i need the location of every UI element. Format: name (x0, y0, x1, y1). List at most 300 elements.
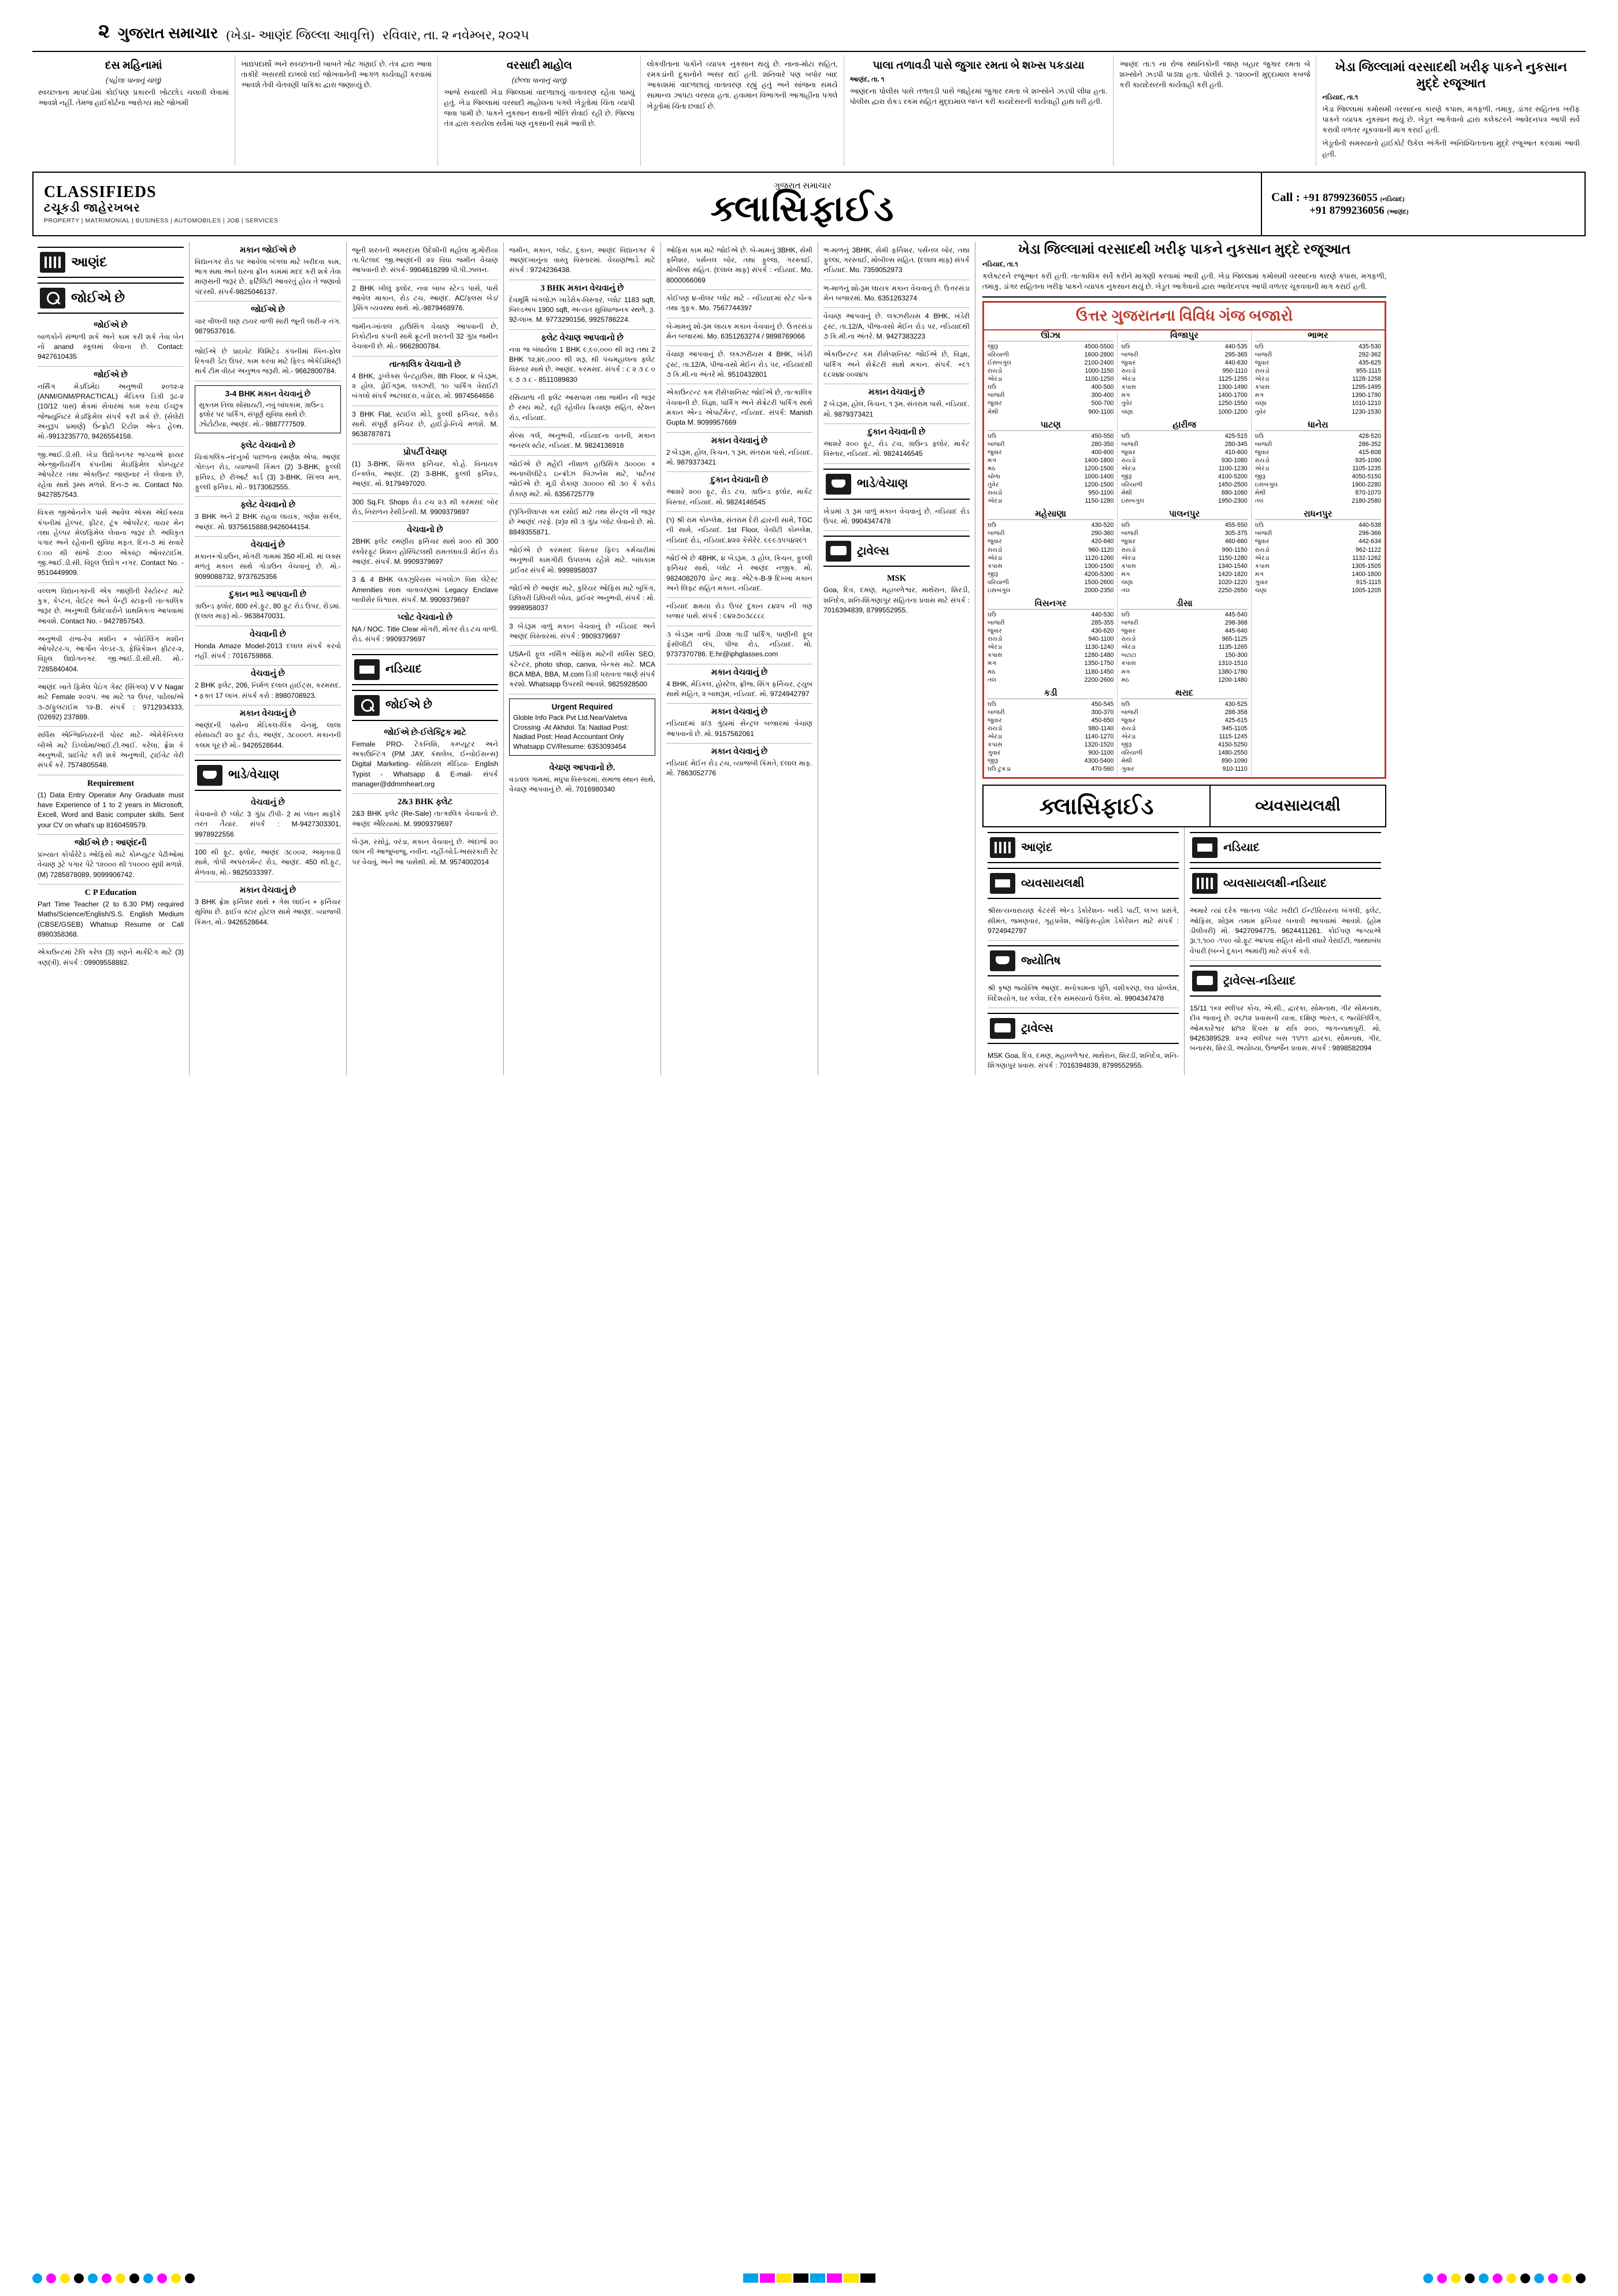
commodity-rate: 1390-1790 (1352, 392, 1381, 399)
commodity-rate: 300-370 (1091, 708, 1114, 716)
commodity-rate: 962-1122 (1356, 546, 1381, 553)
classified-ad[interactable] (38, 317, 184, 367)
registration-dot (60, 2273, 70, 2283)
news-headline: પાલા તળાવડી પાસે જુગાર રમતા બે શખ્સ પકડાયા (873, 60, 1085, 72)
registration-block (793, 2273, 808, 2283)
classified-column-3 (347, 242, 504, 1075)
ad-body: આણંદની પાસેના મેડિકલ-લિંક ચેનમું, લાલા સોસાયટી ૨૦ ફુટ રોડ, આણંદ, ૩૮૦૦૦૧. મકાનની કલમ પૂર છે મો.- 9426528644. (195, 720, 341, 749)
commodity-name: બટાટા (1121, 652, 1137, 659)
classified-ad[interactable] (666, 384, 812, 432)
registration-dot (116, 2273, 125, 2283)
market-name: ભાભર (1255, 330, 1381, 341)
commodity-rate: 435-625 (1359, 359, 1381, 367)
classified-ad[interactable] (38, 775, 184, 835)
ad-body: 2 બેડરૂમ, હોલ, કિચન, ૧ રૂમ, સંતરામ પાસે, નડિયાદ. મો. 9879373421 (666, 448, 812, 466)
ad-heading: દુકાન વેચવાની છે (867, 427, 926, 437)
registration-dot (1479, 2273, 1489, 2283)
ad-heading: મકાન વેચવાનું છે (239, 885, 296, 895)
classified-ad[interactable] (823, 346, 970, 384)
commodity-name: ગુવાર (1121, 766, 1134, 773)
classified-ad[interactable] (823, 503, 970, 532)
ad-body: વલ્લભ વિદ્યાનગરની એક જાણીતી રેસ્ટોરન્ટ માટે કુક, કેપ્ટન, વેઈટર અને પેન્ટ્રી સ્ટાફની તાત્કાલિક જરૂર છે. અનુભવી ઉમેદવારોને પ્રાથમિકતા આપવામાં આવશે. Contact No. - 9427857543. (38, 586, 184, 625)
classified-ad[interactable] (509, 242, 655, 280)
commodity-name: રાયડો (1121, 367, 1136, 375)
ad-heading: પ્લોટ વેચવાનો છે (397, 613, 453, 623)
market-name: હારીજ (1121, 420, 1247, 431)
classified-ad[interactable] (666, 472, 812, 512)
classified-ad[interactable] (38, 631, 184, 679)
classified-ad[interactable] (352, 318, 498, 356)
classified-ad[interactable] (38, 447, 184, 505)
commodity-rate: 1135-1265 (1218, 644, 1248, 651)
classifieds-contact-block (1261, 173, 1584, 235)
classified-ad[interactable] (352, 794, 498, 834)
commodity-name: વરિયાળી (988, 351, 1010, 358)
commodity-rate: 450-545 (1091, 700, 1114, 708)
classified-ad[interactable] (38, 583, 184, 631)
business-ad[interactable] (988, 980, 1179, 1008)
ad-heading: જોઈએ છે : આણંદની (75, 838, 147, 848)
commodity-rate: 945-1105 (1222, 725, 1248, 732)
commodity-name: એરંડા (988, 376, 1003, 383)
phone-number-1[interactable]: +91 8799236055 (1302, 192, 1378, 205)
commodity-rate: 430-520 (1091, 522, 1114, 529)
commodity-rate: 440-530 (1091, 611, 1114, 618)
registration-dot (1423, 2273, 1433, 2283)
ad-heading: જોઈએ છે (94, 320, 128, 330)
ad-body: ખેડામાં ૩ રૂમ વાળું મકાન વેચવાનું છે, નડિયાદ રોડ ઉપર. મો. 9904347478 (823, 507, 970, 525)
commodity-name: ઘઉં (1121, 432, 1130, 440)
commodity-name: કપાસ (1121, 384, 1136, 391)
ad-body: 300 Sq.Ft. Shops રોડ ટચ ૨૩ થી કરમસદ બોર રોડ, નિરાળન રેસીડેન્સી. M. 9909379697 (352, 497, 498, 516)
commodity-name: બાજરી (988, 708, 1005, 716)
business-ad[interactable] (988, 902, 1179, 941)
registration-dot (143, 2273, 153, 2283)
masthead (0, 0, 1618, 49)
classified-ad[interactable] (352, 406, 498, 444)
commodity-rate: 1128-1258 (1352, 376, 1381, 383)
section-header-business-2 (1190, 868, 1381, 899)
top-news-item (1114, 55, 1316, 166)
ad-body: 100 થી ફૂટ, ફ્લોર, આણંદ ૩૮૦૦૨, અમૃતવાડી સામે, ગોપી અપરતમેન્ટ રોડ, આણંદ. 450 થી.ફુટ, મેળવવા, મો.- 9825033397. (195, 848, 341, 876)
market-name: ઊંઝા (988, 330, 1114, 341)
business-ad[interactable] (1190, 902, 1381, 961)
classified-ad[interactable] (38, 835, 184, 885)
registration-block (760, 2273, 775, 2283)
classified-ad[interactable] (509, 280, 655, 330)
classified-ad[interactable] (38, 944, 184, 972)
ad-heading: મકાન વેચવાનું છે (711, 667, 768, 677)
ad-body: વેચાણ આપવાનું છે. લક્ઝરીયસ 4 BHK, ખંડેરી ટ્રસ્ટ, તા.12/A, પીજ-વસો મેઈન રોડ પર, નડિયાદથી ૭ કિ.મી.ના અંતરે. M. 9427383223 (823, 312, 970, 340)
ad-body: એકાઉન્ટમાં ટેલિ કરેલ (3) ત્રણને માર્કેટિંગ માટે (3) ત્રણ(ત્રી). સંપર્ક : 09909558882. (38, 948, 184, 967)
commodity-name: રાયડો (1121, 636, 1136, 643)
commodity-rate: 4500-5500 (1084, 343, 1114, 350)
classifieds-title-secondary: ક્લાસિફાઈડ (1039, 793, 1154, 819)
classified-ad[interactable] (509, 456, 655, 504)
commodity-rate: 1132-1262 (1352, 554, 1381, 562)
classified-ad[interactable] (509, 542, 655, 580)
classified-ad[interactable] (509, 504, 655, 542)
commodity-name: મગ (1121, 570, 1130, 578)
ad-body: 4 BHK, ડુપ્લેક્સ પેન્ટહાઉસ, 8th Floor, ૪ બેડરૂમ, ૨ હોલ, ડ્રોઈંગરૂમ, લક્ઝરી, ૧૦ પાર્કિંગ વેરાઈટી બંગલો સંપર્ક અટલાદરા, વડોદરા. મો. 9974564656 (352, 371, 498, 400)
classified-ad[interactable] (666, 626, 812, 664)
commodity-rate: 500-700 (1091, 400, 1114, 407)
ad-body: 2&3 BHK ફ્લેટ (Re-Sale) તાત્કાલિક વેચવાનો છે. આણંદ ઐરિયામાં. M. 9909379697 (352, 809, 498, 828)
commodity-name: એરંડા (1121, 376, 1136, 383)
section-header-travels-3 (1190, 965, 1381, 997)
classified-ad[interactable] (195, 341, 341, 381)
classified-ad[interactable] (38, 504, 184, 582)
commodity-name: ચણા (1121, 408, 1133, 415)
color-registration-bar (32, 2271, 1586, 2286)
ad-body: Globle Info Pack Pvt Ltd.NearValetva Crossing -At Akhdol. Ta: Nadiad Post: Nadiad Post: Head Accountant Only Whatsapp CV/Resume: 6353093454 (513, 713, 629, 751)
classified-ad[interactable] (666, 598, 812, 626)
call-row-2[interactable] (1271, 205, 1584, 217)
ad-heading: મકાન વેચવાનું છે (711, 707, 768, 717)
classified-boxed-ad[interactable] (509, 699, 655, 756)
commodity-name: બાજરી (1121, 619, 1138, 627)
commodity-rate: 420-640 (1091, 538, 1114, 545)
commodity-name: ઇસબગુલ (988, 586, 1011, 594)
classified-ad[interactable] (509, 330, 655, 389)
commodity-name: એરંડા (988, 554, 1003, 562)
commodity-name: કપાસ (988, 562, 1003, 570)
ad-body: ઓફિસ કામ માટે જોઈએ છે. બે-મામનું 3BHK, સેમી ફર્નિશર, પર્સનલ બોર, તથા ફુલ્લા, ગરસ્તાઈ, મોબીલ્સ સહિત. (દલાલ માફ) સંપર્ક : નડિયાદ. Mo. 8000066069 (666, 246, 812, 284)
classifieds-brand-gu: ટચૂકડી જાહેરખબર (44, 202, 140, 215)
ad-body: (1) 3-BHK, સિંગલ ફર્નિચર, કો.હે. વિનાયક ઈન્ક્લેવ, આણંદ. (2) 3-BHK, ફુલ્લી ફર્નિશ્ડ, આણંદ. મો. 9179497020. (352, 459, 498, 488)
business-ad[interactable] (1190, 1000, 1381, 1058)
market-name: પાટણ (988, 420, 1114, 431)
commodity-rate: 4300-5400 (1084, 757, 1114, 765)
classified-ad[interactable] (666, 704, 812, 744)
right-panel (975, 242, 1391, 1075)
classified-ad[interactable] (352, 725, 498, 794)
ad-body: જૂની શરતની અમરદાસ ઉદેશીની મહોલા મુ.મોરીયા તા.પેટલાદ જી.આણંદની ૨૨ વિઘા જમીન વેચાણ આપવાની છે. સંપર્ક- 9904618299 પી.પી.ઝાલન. (352, 246, 498, 274)
commodity-name: જુવાર (988, 538, 1002, 545)
commodity-name: વરિયાળી (1121, 481, 1143, 489)
classified-ad[interactable] (195, 705, 341, 755)
ad-body: અમારે ત્યાં દરેક જાતના પ્લોટ ખરીદી ઈન્ટીરિયરના બંગલી, ફ્લેટ, ઓફિસ, શોરૂમ તમામ ફર્નિચર બનાવી આપવામાં આવશે. (હોમ ડીલીવરી) મો. 9427094775, 9624411261. કોઈપણ જગ્યાએ રૂા.૧,૧૦૦ -૧૫૦ ચો.ફૂટ આપવા સહિત સોની વધારે વેરાઈટી, જથ્થાબંધ વેપારી (બન્ને દુકાન અમારી) માટે સંપર્ક કરો. (1190, 906, 1381, 955)
commodity-name: કપાસ (1121, 562, 1136, 570)
bus-icon (1192, 971, 1218, 991)
classified-ad[interactable] (666, 664, 812, 704)
ad-body: 2BHK ફ્લેટ રમણીય ફર્નિચર સાથે ૨૦૦ થી 300 સ્ક્વેરફૂટ મિશન હોસ્પિટલથી રામતલાવડી મેઈન રોડ આણંદ. સંપર્ક. M. 9909379697 (352, 537, 498, 566)
market-entry (988, 509, 1114, 595)
classified-ad[interactable] (666, 242, 812, 290)
commodity-rate: 1125-1255 (1218, 376, 1248, 383)
registration-dot (74, 2273, 84, 2283)
commodity-rate: 286-352 (1359, 440, 1381, 448)
classified-ad[interactable] (195, 437, 341, 497)
classified-column-2 (190, 242, 347, 1075)
market-name: ડીસા (1121, 599, 1247, 610)
commodity-rate: 1420-1820 (1218, 570, 1248, 578)
commodity-name: મગ (1255, 570, 1264, 578)
commodity-rate: 305-375 (1224, 530, 1248, 537)
commodity-rate: 1950-2300 (1218, 497, 1248, 505)
ad-body: વિકસ જીઓનનેગ પાસે આવેલ એક્સ એઈક્સ્યા કંપનીમાં હેલ્પર, ફીટર, ટૂંક ઓપરેટર, વાયર મેન તથા હેલ્પર મેલ/ફિમેલ લેવાના જરૂર છે. અધિકૃત પગાર અને રહેવાની સુવિધા મફત. દિન-૭ માં સવારે ૯:૦૦ થી સાંજે ૭:૦૦ એક્સ્ટ્રા ઓવરટાઈમ. જી.આઈ.ડી.સી. વિઠ્ઠલ ઉદ્યોગ નગર. Contact No. - 9510449909. (38, 508, 184, 577)
ad-body: Part Time Teacher (2 to 6.30 PM) required Maths/Science/English/S.S. English Medium (CBSE/GSEB) Whatsup Resume or Call 8980358368. (38, 900, 184, 939)
call-row-1[interactable] (1271, 190, 1584, 205)
commodity-rate: 900-1100 (1088, 749, 1114, 757)
top-news-item (844, 55, 1114, 166)
ad-body: બાળકોને સંભાળી શકે અને કામ કરી શકે તેવા બેન નો anand સ્કૂલમાં લેવાના છે. Contact: 9427610435 (38, 332, 184, 361)
commodity-rate: 445-540 (1224, 611, 1248, 618)
commodity-rate: 1480-2550 (1218, 749, 1248, 757)
ad-body: (1) Data Entry Operator Any Graduate must have Experience of 1 to 2 years in Microsoft, Excell, Word and Basic computer skills. Sent your CV on what's up 8160459579. (38, 790, 184, 829)
ad-heading: પ્રોપર્ટી વેચાણ (403, 447, 447, 457)
commodity-name: ઘઉં (1255, 343, 1264, 350)
ad-body: દેવમૂર્મિ બંગલોઝ ખાડેરોક-વિસ્તાર, પ્લોટ 1183 sqft, બિલ્ડઅપ 1900 sqft, અત્યંત સુવિધાજનક સ્થળે, રૂ. 92-લાખ. M. 9773290156, 9925786224. (509, 295, 655, 324)
registration-dot (32, 2273, 42, 2283)
classifieds-banner (32, 172, 1586, 236)
classified-column-4 (504, 242, 661, 1075)
classified-ad[interactable] (509, 428, 655, 456)
ad-body: 3 BHK Flat, સ્ટાઈલ મોડે, ફુલ્લી ફર્નિચર, કરોડ સાથે. સંપૂર્ણ ફર્નિચર છે, હાઈડ્રો-નિચે મળશે. M. 9638787871 (352, 410, 498, 439)
classified-ad[interactable] (823, 280, 970, 309)
commodity-name: બાજરી (1121, 530, 1138, 537)
classified-ad[interactable] (195, 242, 341, 302)
call-label: Call : (1271, 190, 1300, 205)
section-title: ટ્રાવેલ્સ (1021, 1021, 1053, 1035)
classified-ad[interactable] (352, 522, 498, 571)
commodity-name: જુવાર (1255, 538, 1270, 545)
commodity-name: જુવાર (988, 448, 1002, 456)
ad-body: રસિયાળા ની ફ્લેટ આસપાસ તથા જમીન ની જરૂર છે રમ્ય માટે, રહી રહેવીય ક્રિયાણા સહિત, સ્ટેશન રોડ, નડિયાદ. (509, 393, 655, 422)
top-news-item (641, 55, 844, 166)
ad-body: સુકતમ તિલા સોસાયટી, નવું બાંધકામ, ગ્રાઉન્ડ ફ્લોર પર પાર્કિંગ, સંપૂર્ણ સુવિધા સાથે છે. ઝોટોટીયા, આણંદ. મો.- 9887777509. (199, 400, 324, 429)
top-news-item (235, 55, 438, 166)
classified-ad[interactable] (38, 367, 184, 447)
commodity-rate: 1400-1800 (1352, 570, 1381, 578)
commodity-name: જુવાર (1121, 627, 1136, 635)
ad-body: ભ-માળનું 3BHK, સેમી ફર્નિશર, પર્સનલ બોર, તથા ફુલ્લા, ગરસ્તાઈ, મોબીલ્સ સહિત. (દલાલ માફ) સંપર્ક નડિયાદ. Mo. 7359052973 (823, 246, 970, 274)
news-body: કલેક્ટરને રજૂઆત કરી હતી. તાત્કાલિક સર્વે કરીને માગણી કરવામાં આવી હતી. ખેડા જિલ્લામાં કમોસમી વરસાદના કારણે કપાસ, મગફળી, તમાકુ, ડાંગર સહિતના ખરીફ પાકને વ્યાપક નુકસાન થયું છે. ખેડૂત આગેવાનો દ્વારા આવેદનપત્ર આપી વળતર ચૂકવવાની માગ કરાઈ હતી. (982, 272, 1386, 291)
section-title: ટ્રાવેલ્સ (857, 544, 889, 558)
handshake-icon (197, 765, 222, 786)
commodity-rate: 910-1110 (1222, 766, 1248, 773)
classified-ad[interactable] (823, 242, 970, 280)
commodity-rate: 950-1100 (1088, 489, 1114, 497)
commodity-rate: 296-366 (1359, 530, 1381, 537)
ad-body: મકાન+ગોડાઉન, મોગરી ગામમાં 350 મી.મી. માં લક્સ મળતું મકાન સાથે ગોડાઉન વેચવાનું છે. મો.- 9099088732, 9737625356 (195, 552, 341, 581)
classified-ad[interactable] (666, 290, 812, 318)
commodity-name: રાયડો (988, 725, 1003, 732)
market-column (1252, 330, 1385, 778)
ad-body: NA / NOC. Title Clear મોગરી, મોગર રોડ ટચ વાળી. રોડ. સંપર્ક : 9909379697 (352, 625, 498, 644)
commodity-name: વરિયાળી (988, 578, 1010, 586)
registration-block (743, 2273, 758, 2283)
classified-ad[interactable] (666, 550, 812, 598)
classified-ad[interactable] (666, 433, 812, 473)
ad-body: 3 BHK અને 2 BHK રાહવા લાયક, ગણેશ સર્કલ, આણંદ. મો. 9375615888,9426044154. (195, 512, 341, 531)
commodity-name: બાજરી (1255, 530, 1272, 537)
classified-ad[interactable] (352, 834, 498, 871)
ad-body: જમીન-ખાંતાલ હાઉસિંગ વેચાણ આપવાની છે, નિકોટીના કંપની સામે ફ્રૂટની શરતની 32 ગુંઠા જમીન વેચવાની છે. મો.- 9662800784. (352, 322, 498, 351)
ad-body: ૩ બેડરૂમ વાળો ડીલક્ષ ગાર્ડી પાર્કિંગ, પાણીની ફૂલ ફેસીલીટી લૅપ, પીજ રોડ, નડિયાદ. મો. 9737370786. E:hr@iphglasses.com (666, 630, 812, 659)
classified-ad[interactable] (352, 242, 498, 280)
commodity-rate: 445-640 (1224, 627, 1248, 635)
commodity-rate: 292-362 (1359, 351, 1381, 358)
news-body: આણંદના પોલીસ પાસે તળાવડી પાસે જાહેરમાં જુગાર રમતા બે શખ્સોને ઝડપી લીધા હતા. પોલીસ દ્વારા રોકડ રકમ સહિત મુદ્દામાલ જપ્ત કરી કાયદેસરની કાર્યવાહી હાથ ધરી હતી. (849, 87, 1108, 106)
ad-heading: જોઈએ છે (94, 370, 128, 380)
commodity-name: જીરૂ (1255, 473, 1266, 480)
commodity-rate: 1000-1150 (1085, 367, 1114, 375)
commodity-rate: 1500-2600 (1084, 578, 1114, 586)
classified-ad[interactable] (823, 424, 970, 464)
classified-ad[interactable] (666, 512, 812, 550)
registration-dot (1437, 2273, 1447, 2283)
issue-date: રવિવાર, તા. ૨ નવેમ્બર, ૨૦૨૫ (382, 28, 529, 42)
commodity-name: મેથી (1121, 757, 1132, 765)
classified-ad[interactable] (352, 494, 498, 522)
classified-ad[interactable] (509, 389, 655, 428)
classified-ad[interactable] (823, 308, 970, 346)
commodity-name: મગ (988, 456, 997, 464)
classified-ad[interactable] (666, 744, 812, 783)
commodity-name: કપાસ (988, 741, 1003, 749)
classified-ad[interactable] (195, 794, 341, 844)
commodity-rate: 1295-1495 (1352, 384, 1381, 391)
bus-icon (826, 541, 851, 562)
section-title: નડિયાદ (385, 663, 422, 676)
market-name: થરાદ (1121, 688, 1247, 699)
ad-heading: મકાન વેચવાનું છે (239, 708, 296, 718)
classified-ad[interactable] (352, 571, 498, 610)
commodity-rate: 280-345 (1224, 440, 1248, 448)
commodity-name: મેથી (1121, 489, 1132, 497)
classified-ad[interactable] (823, 384, 970, 424)
commodity-rate: 1280-1480 (1084, 652, 1114, 659)
classified-ad[interactable] (195, 302, 341, 341)
classified-ad[interactable] (509, 580, 655, 618)
news-body: ખેડા જિલ્લામાં કમોસમી વરસાદના કારણે કપાસ, મગફળી, તમાકુ, ડાંગર સહિતના ખરીફ પાકને વ્યાપક નુકસાન થયું છે. ખેડૂત આગેવાનો દ્વારા કલેક્ટરને આવેદનપત્ર આપી સર્વે કરાવી વળતર ચૂકવવાની માગ કરાઈ હતી. (1322, 105, 1580, 135)
section-title: જોઈએ છે (385, 699, 432, 712)
commodity-name: ઘઉં (1255, 522, 1264, 529)
classified-ad[interactable] (509, 646, 655, 694)
classified-ad[interactable] (195, 844, 341, 882)
classified-ad[interactable] (666, 318, 812, 347)
classified-ad[interactable] (352, 356, 498, 406)
commodity-rate: 1230-1530 (1352, 408, 1381, 415)
business-ad[interactable] (988, 1047, 1179, 1075)
classified-ad[interactable] (666, 346, 812, 384)
ad-body: 3 બેડરૂમ વાળું મકાન વેચવાનું છે નડિયાદ અને આણંદ વિસ્તારમાં. સંપર્ક : 9909379697 (509, 622, 655, 641)
registration-dots-left (32, 2273, 195, 2283)
commodity-name: રાયડો (1121, 456, 1136, 464)
commodity-name: ગુવાર (988, 749, 1001, 757)
commodity-name: ઘઉં (1121, 343, 1130, 350)
ad-body: આશરે ૨૦૦ ફૂટ, રોડ ટચ, ગ્રાઉન્ડ ફ્લોર, માર્કેટ વિસ્તાર, નડિયાદ. મો. 9824146545 (666, 488, 812, 506)
ad-heading: ફ્લેટ વેચવાનો છે (240, 500, 296, 510)
ad-heading: વેચવાનું છે (251, 669, 285, 679)
market-columns (984, 330, 1385, 778)
commodity-name: એરંડા (988, 644, 1003, 651)
magnifier-icon (354, 695, 380, 716)
commodity-rate: 1900-2280 (1352, 481, 1381, 489)
classified-ad[interactable] (195, 882, 341, 931)
section-title: આણંદ (1021, 841, 1053, 854)
ad-body: Female PRO- ટેકનિશિ, કમ્પ્યૂટર અને અકાઉન્ટિંગ (PM JAY, કૅથલેબ, ઈન્વોઈસન્સ) Digital Marketing- સોશિયલ મીડિયા- English Typist - Whatsapp & E-mail- સંપર્ક manager@ddmmheart.org (352, 740, 498, 789)
ad-heading: દુકાન વેચવાની છે (710, 475, 769, 485)
market-entry (988, 420, 1114, 506)
commodity-name: તુવેર (1121, 400, 1133, 407)
classified-ad[interactable] (352, 280, 498, 318)
commodity-rate: 460-660 (1224, 538, 1248, 545)
section-header-wanted-2 (352, 690, 498, 721)
registration-block (810, 2273, 825, 2283)
commodity-name: રાયડો (988, 546, 1003, 553)
commodity-name: મગ (988, 660, 997, 667)
commodity-rate: 1180-1450 (1085, 668, 1114, 675)
classified-ad[interactable] (509, 618, 655, 647)
classified-ad[interactable] (352, 610, 498, 649)
commodity-name: ઘઉં (1255, 432, 1264, 440)
classified-ad[interactable] (195, 666, 341, 705)
news-body: ખાદ્યપદાર્થો અને સ્વચ્છતાની બાબતે ખોટ ગણાઈ છે. તંત્ર દ્વારા આવા તાકીદે અસરથી દાખલો લઈ જોખવાનેની આગળ કાર્યવાહી કરવામાં આવશે તેવી ચેતવણી પાકિકા દ્વારા જણાવ્યું છે. (241, 60, 432, 90)
commodity-name: મગ (1255, 392, 1264, 399)
paper-name-small: ગુજરાત સમાચાર (773, 181, 832, 191)
classified-ad[interactable] (38, 727, 184, 775)
commodity-name: જીરૂ (1121, 473, 1132, 480)
commodity-rate: 400-500 (1091, 384, 1114, 391)
news-headline: દસ મહિનામાં (105, 60, 162, 72)
ad-body: 4 BHK, મેડિકલ, હોસ્ટેલ, ફ્રીજ, સિંગ ફર્નિચર, ટ્યુબ સાથે સહિત, ૨ બાથરૂમ, નડિયાદ. મો. 9724942797 (666, 679, 812, 699)
shop-icon (354, 659, 380, 680)
commodity-rate: 425-615 (1224, 716, 1248, 724)
registration-dot (102, 2273, 112, 2283)
commodity-rate: 1320-1520 (1084, 741, 1114, 749)
commodity-name: મેથી (988, 408, 999, 415)
commodity-rate: 290-360 (1091, 530, 1114, 537)
classified-boxed-ad[interactable] (195, 385, 341, 433)
commodity-rate: 1340-1540 (1218, 562, 1248, 570)
classified-ad[interactable] (195, 537, 341, 586)
commodity-rate: 1400-1700 (1218, 392, 1248, 399)
classified-ad[interactable] (195, 626, 341, 666)
classified-ad[interactable] (509, 760, 655, 799)
classified-ad[interactable] (823, 570, 970, 619)
classified-ad[interactable] (38, 679, 184, 727)
registration-block (827, 2273, 842, 2283)
commodity-name: જુવાર (1121, 359, 1136, 367)
commodity-name: રાયડો (988, 367, 1003, 375)
registration-dot (1506, 2273, 1516, 2283)
commodity-rate: 870-1070 (1355, 489, 1381, 497)
market-box-title: ઉત્તર ગુજરાતના વિવિધ ગંજ બજારો (984, 303, 1385, 330)
commodity-rate: 1305-1505 (1352, 562, 1381, 570)
ad-body: જોઈએ છે કરમસદ વિસ્તાર ફિલ્ડ કર્મચારીમાં અનુભવી કામગીરી ઉપલબ્ધ રહેશે માટે. બાંધકામ ડ્રાઈવર સંપર્ક મો. 9998958037 (509, 545, 655, 574)
classified-ad[interactable] (195, 497, 341, 537)
commodity-name: બાજરી (1121, 440, 1138, 448)
ad-heading: વેચવાની છે (249, 629, 286, 639)
classifieds-title-block (344, 181, 1261, 227)
news-headline: ખેડા જિલ્લામાં વરસાદથી ખરીફ પાકને નુકસાન મુદ્દે રજૂઆત (1018, 242, 1351, 257)
ad-body: 2 બેડરૂમ, હોલ, કિચન, ૧ રૂમ, સંતરામ પાસે, નડિયાદ. મો. 9879373421 (823, 400, 970, 418)
market-column (1118, 330, 1251, 778)
classified-ad[interactable] (352, 444, 498, 494)
phone-number-2[interactable]: +91 8799236056 (1309, 205, 1385, 217)
commodity-rate: 415-608 (1359, 448, 1381, 456)
section-header-jyotish (988, 945, 1179, 976)
classified-ad[interactable] (38, 885, 184, 944)
ad-body: પ્રખ્યાત કોર્પોરેટેડ ઓફિસો માટે કોમ્પ્યુટર પેઢીઓમાં વેચાણ રૂટે પગાર પેટે ૧૨૦૦૦ થી ૧૫૦૦૦ સુધી મળશે. (M) 7285878089, 9099906742. (38, 850, 184, 879)
commodity-name: ઘઉં (1121, 522, 1130, 529)
commodity-name: મગ (1121, 392, 1130, 399)
classified-ad[interactable] (195, 586, 341, 626)
ad-body: વિદ્યાનગર રોડ પર આવેલા બંગલા માટે ખરીદવા કામ, ભાગ સમા અને ઘરના ફ્રીન કામમાં મદદ કરી શકે તેવા માણસની જરૂર છે. ફર્ટિલિટી આવરતું હોય તે જણાવો પંદરથી. સંપર્ક-9825046137. (195, 257, 341, 296)
commodity-name: તલ (1121, 586, 1130, 594)
